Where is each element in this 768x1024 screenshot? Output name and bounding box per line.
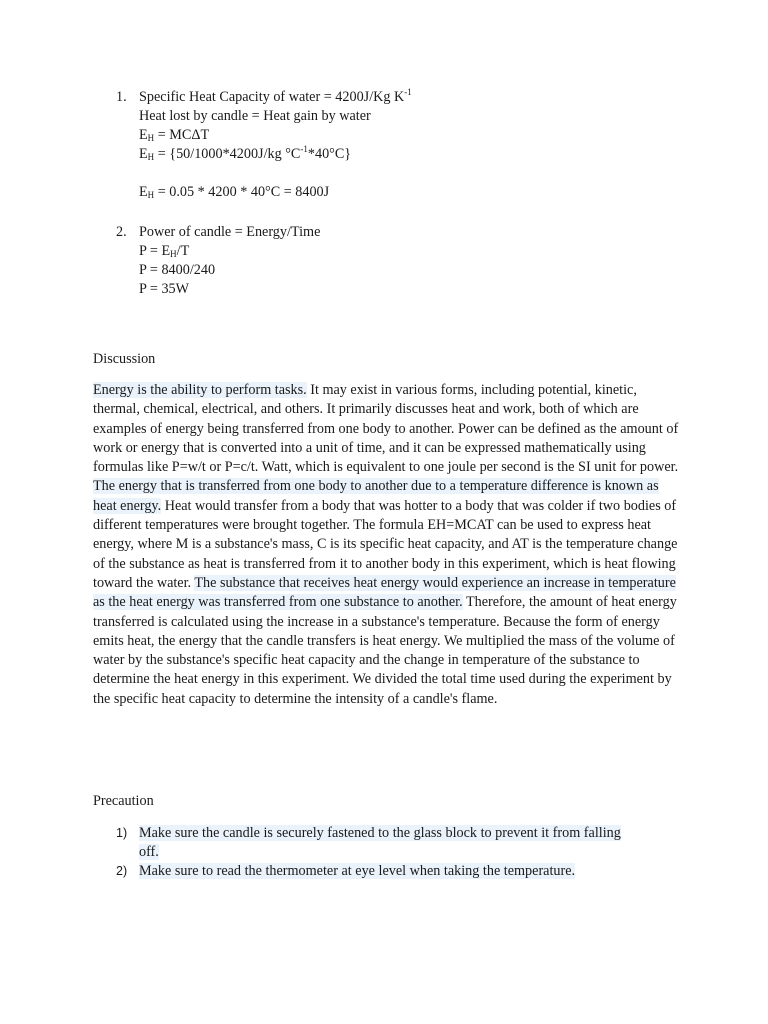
power-formula-line: $P = E_H/T$ <box>139 243 190 259</box>
formula-line: $E_H = MC\Delta T$ <box>139 127 210 143</box>
specific-heat-line: Specific Heat Capacity of water = 4200J/Kg $K^{-1}$ <box>139 87 412 105</box>
highlight-sentence: The substance that receives heat energy would experience an increase in temperature as the heat energy was transferred from one substance to another. <box>93 574 676 611</box>
discussion-heading: Discussion <box>93 351 156 367</box>
highlight-sentence: The energy that is transferred from one body to another due to a temperature difference is known as heat energy. <box>93 478 659 514</box>
power-definition-line: Power of candle = Energy/Time <box>139 224 321 240</box>
list-number-2: 2. <box>116 224 127 240</box>
power-result-line: P = 35W <box>139 281 190 297</box>
precaution-number-2: 2) <box>116 864 128 878</box>
result-line: $E_H = 0.05 * 4200 * 40^\circ C = 8400J$ <box>139 184 330 200</box>
precaution-number-1: 1) <box>116 826 128 840</box>
precaution-item-1-line1: Make sure the candle is securely fastened to the glass block to prevent it from falling <box>139 825 621 841</box>
heat-balance-line: Heat lost by candle = Heat gain by water <box>139 108 371 124</box>
precaution-heading: Precaution <box>93 793 154 809</box>
list-number-1: 1. <box>116 89 127 105</box>
precaution-item-2: Make sure to read the thermometer at eye level when taking the temperature. <box>139 863 576 879</box>
precaution-item-1-line2: off. <box>139 844 159 860</box>
discussion-paragraph: Energy is the ability to perform tasks. It may exist in various forms, including potential, kinetic, thermal, chemical, electrical, and others. It primarily discusses heat and work, both of which are examples of energy being transferred from one body to another. Power can be defined as the amount of work or energy that is converted into a unit of time, and it can be expressed mathematically using formulas like P=w/t or P=c/t. Watt, which is equivalent to one joule per second is the SI unit for power. The energy that is transferred from one body to another due to a temperature difference is known as heat energy. Heat would transfer from a body that was hotter to a body that was colder if two bodies of different temperatures were brought together. The formula EH=MCAT can be used to express heat energy, where M is a substance's mass, C is its specific heat capacity, and AT is the temperature change of the substance as heat is transferred from it to another body in this experiment, which is heat flowing toward the water. The substance that receives heat energy would experience an increase in temperature as the heat energy was transferred from one substance to another. Therefore, the amount of heat energy transferred is calculated using the increase in a substance's temperature. Because the form of energy emits heat, the energy that the candle transfers is heat energy. We multiplied the mass of the volume of water by the substance's specific heat capacity and the change in temperature of the substance to determine the heat energy in this experiment. We divided the total time used during the experiment by the specific heat capacity to determine the intensity of a candle's flame. <box>93 382 679 707</box>
highlight-sentence: Energy is the ability to perform tasks. <box>93 382 307 398</box>
power-substitution-line: P = 8400/240 <box>139 262 216 278</box>
substitution-line: $E_H = \{50/1000*4200J/kg$ $^\circ C^{-1}*40^\circ C$} <box>139 144 352 162</box>
